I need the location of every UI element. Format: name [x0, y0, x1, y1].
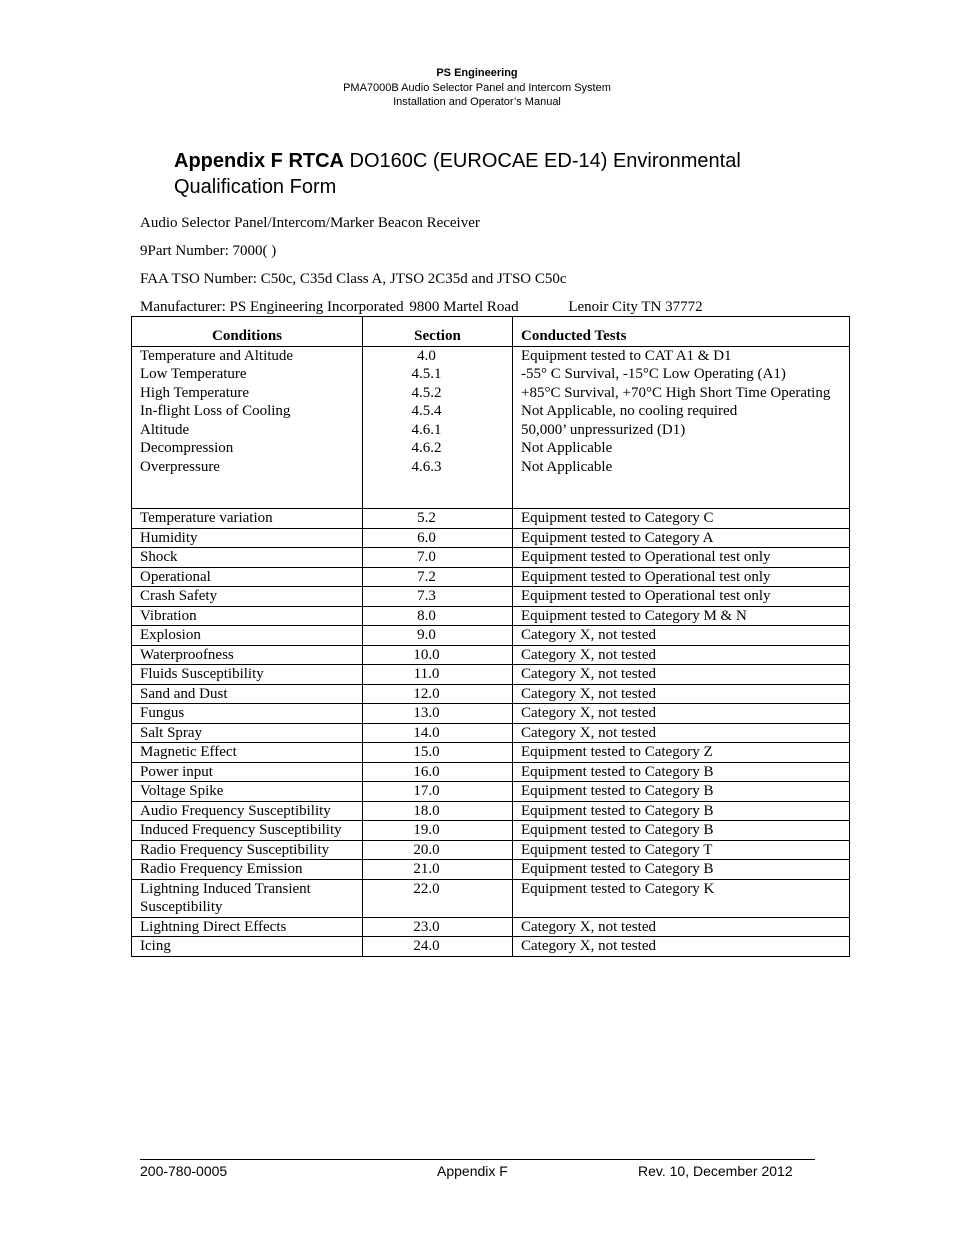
tests-cell: Equipment tested to Category B — [513, 782, 850, 802]
condition-cell: Operational — [132, 567, 363, 587]
table-row — [132, 743, 850, 763]
group-test-0: Equipment tested to CAT A1 & D1 — [521, 347, 732, 364]
manufacturer-address: 9800 Martel Road — [409, 299, 519, 315]
section-cell: 12.0 — [363, 684, 513, 704]
tests-cell: Category X, not tested — [513, 937, 850, 957]
tests-cell: Category X, not tested — [513, 684, 850, 704]
group-section-3: 4.5.4 — [411, 403, 442, 419]
condition-cell: Induced Frequency Susceptibility — [132, 821, 363, 841]
group-section-0: 4.0 — [417, 347, 436, 364]
group-section-6: 4.6.3 — [411, 458, 442, 475]
table-row — [132, 567, 850, 587]
condition-cell: Waterproofness — [132, 645, 363, 665]
tests-cell: Category X, not tested — [513, 626, 850, 646]
group-section-4: 4.6.1 — [411, 421, 442, 438]
table-row — [132, 723, 850, 743]
tests-cell: Equipment tested to Category A — [513, 528, 850, 548]
condition-cell: Audio Frequency Susceptibility — [132, 801, 363, 821]
tests-cell: Equipment tested to Category B — [513, 821, 850, 841]
footer-section: Appendix F — [437, 1163, 508, 1179]
group-test-3: Not Applicable, no cooling required — [521, 403, 738, 419]
tests-cell: Equipment tested to Operational test only — [513, 587, 850, 607]
description-line: Audio Selector Panel/Intercom/Marker Beacon Receiver — [140, 215, 480, 231]
table-header-row — [132, 317, 850, 347]
group-section-1: 4.5.1 — [411, 366, 442, 382]
condition-cell: Fluids Susceptibility — [132, 665, 363, 685]
section-cell: 6.0 — [363, 528, 513, 548]
table-row — [132, 801, 850, 821]
group-test-2: +85°C Survival, +70°C High Short Time Operating — [521, 384, 831, 401]
section-cell: 15.0 — [363, 743, 513, 763]
tests-cell: Equipment tested to Category M & N — [513, 606, 850, 626]
table-row — [132, 684, 850, 704]
section-cell: 13.0 — [363, 704, 513, 724]
group-condition-2: High Temperature — [140, 384, 250, 401]
section-cell: 11.0 — [363, 665, 513, 685]
group-condition-5: Decompression — [140, 440, 234, 456]
tests-cell: Equipment tested to Operational test only — [513, 548, 850, 568]
table-body — [132, 346, 850, 956]
table-row — [132, 937, 850, 957]
section-cell: 19.0 — [363, 821, 513, 841]
footer-doc-number: 200-780-0005 — [140, 1163, 228, 1179]
tests-cell: Category X, not tested — [513, 645, 850, 665]
header-company: PS Engineering — [436, 67, 518, 79]
group-condition-6: Overpressure — [140, 458, 220, 475]
section-cell: 7.0 — [363, 548, 513, 568]
condition-cell: Magnetic Effect — [132, 743, 363, 763]
group-test-1: -55° C Survival, -15°C Low Operating (A1) — [521, 366, 786, 382]
manufacturer-line — [140, 298, 703, 316]
tests-cell: Equipment tested to Category B — [513, 860, 850, 880]
group-section-cell — [363, 346, 513, 509]
section-cell: 20.0 — [363, 840, 513, 860]
group-condition-1: Low Temperature — [140, 366, 247, 382]
table-row — [132, 548, 850, 568]
condition-cell: Lightning Induced Transient Susceptibility — [132, 879, 363, 917]
group-test-5: Not Applicable — [521, 440, 613, 456]
page-header — [0, 66, 954, 110]
section-cell: 7.3 — [363, 587, 513, 607]
condition-cell: Radio Frequency Emission — [132, 860, 363, 880]
tests-cell: Category X, not tested — [513, 723, 850, 743]
condition-cell: Explosion — [132, 626, 363, 646]
table-row — [132, 645, 850, 665]
section-cell: 24.0 — [363, 937, 513, 957]
condition-cell: Temperature variation — [132, 509, 363, 529]
table-row — [132, 917, 850, 937]
tests-cell: Equipment tested to Category B — [513, 762, 850, 782]
section-cell: 14.0 — [363, 723, 513, 743]
condition-cell: Humidity — [132, 528, 363, 548]
tests-cell: Equipment tested to Category B — [513, 801, 850, 821]
section-cell: 8.0 — [363, 606, 513, 626]
table-row — [132, 528, 850, 548]
section-cell: 17.0 — [363, 782, 513, 802]
condition-cell: Radio Frequency Susceptibility — [132, 840, 363, 860]
condition-cell: Vibration — [132, 606, 363, 626]
group-conditions-cell — [132, 346, 363, 509]
table-row — [132, 626, 850, 646]
tests-cell: Equipment tested to Category T — [513, 840, 850, 860]
table-row — [132, 860, 850, 880]
manufacturer-name: Manufacturer: PS Engineering Incorporated — [140, 299, 404, 315]
group-condition-3: In-flight Loss of Cooling — [140, 403, 291, 419]
group-section-5: 4.6.2 — [411, 440, 442, 456]
group-tests-cell — [513, 346, 850, 509]
section-cell: 10.0 — [363, 645, 513, 665]
condition-cell: Voltage Spike — [132, 782, 363, 802]
header-product: PMA7000B Audio Selector Panel and Intercom System — [343, 81, 611, 94]
condition-cell: Fungus — [132, 704, 363, 724]
tests-cell: Category X, not tested — [513, 917, 850, 937]
header-tests: Conducted Tests — [513, 317, 850, 347]
group-condition-4: Altitude — [140, 421, 190, 438]
page-footer — [140, 1159, 815, 1179]
table-row-temperature-group — [132, 346, 850, 509]
section-cell: 7.2 — [363, 567, 513, 587]
tso-line: FAA TSO Number: C50c, C35d Class A, JTSO 2C35d and JTSO C50c — [140, 271, 567, 287]
tests-cell: Equipment tested to Category Z — [513, 743, 850, 763]
table-row — [132, 762, 850, 782]
table-row — [132, 840, 850, 860]
table-row — [132, 879, 850, 917]
group-section-2: 4.5.2 — [411, 384, 442, 401]
table-row — [132, 821, 850, 841]
page-title — [174, 148, 854, 200]
table-row — [132, 587, 850, 607]
section-cell: 22.0 — [363, 879, 513, 917]
condition-cell: Power input — [132, 762, 363, 782]
tests-cell: Category X, not tested — [513, 665, 850, 685]
table-row — [132, 509, 850, 529]
tests-cell: Equipment tested to Category K — [513, 879, 850, 917]
table-row — [132, 665, 850, 685]
condition-cell: Shock — [132, 548, 363, 568]
tests-cell: Equipment tested to Operational test only — [513, 567, 850, 587]
condition-cell: Lightning Direct Effects — [132, 917, 363, 937]
section-cell: 5.2 — [363, 509, 513, 529]
manufacturer-city: Lenoir City TN 37772 — [568, 299, 703, 315]
table-row — [132, 782, 850, 802]
condition-cell: Crash Safety — [132, 587, 363, 607]
section-cell: 9.0 — [363, 626, 513, 646]
title-rest: DO160C (EUROCAE ED-14) Environmental Qualification Form — [174, 150, 741, 198]
header-conditions: Conditions — [132, 317, 363, 347]
section-cell: 21.0 — [363, 860, 513, 880]
condition-cell: Icing — [132, 937, 363, 957]
group-condition-0: Temperature and Altitude — [140, 347, 294, 364]
qualification-table — [131, 316, 850, 957]
table-row — [132, 606, 850, 626]
section-cell: 23.0 — [363, 917, 513, 937]
header-manual: Installation and Operator’s Manual — [393, 96, 561, 108]
part-number-line: 9Part Number: 7000( ) — [140, 243, 277, 259]
header-section: Section — [363, 317, 513, 347]
tests-cell: Category X, not tested — [513, 704, 850, 724]
condition-cell: Salt Spray — [132, 723, 363, 743]
section-cell: 18.0 — [363, 801, 513, 821]
title-bold: Appendix F RTCA — [174, 150, 344, 172]
table-row — [132, 704, 850, 724]
group-test-4: 50,000’ unpressurized (D1) — [521, 421, 686, 438]
group-test-6: Not Applicable — [521, 458, 613, 475]
condition-cell: Sand and Dust — [132, 684, 363, 704]
tests-cell: Equipment tested to Category C — [513, 509, 850, 529]
footer-revision: Rev. 10, December 2012 — [638, 1163, 793, 1179]
section-cell: 16.0 — [363, 762, 513, 782]
